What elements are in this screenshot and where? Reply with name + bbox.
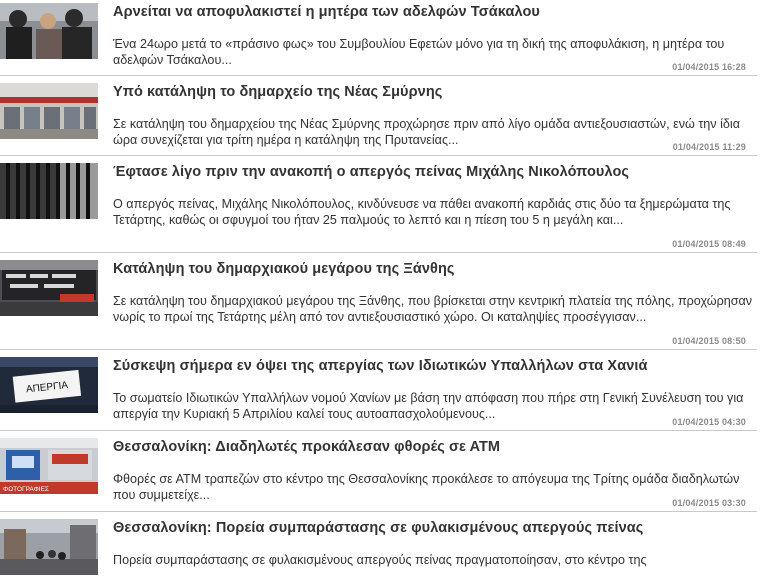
article-excerpt: Πορεία συμπαράστασης σε φυλακισμένους απεργούς πείνας πραγματοποίησαν, στο κέντρο της bbox=[113, 553, 647, 567]
building-photo-icon bbox=[0, 83, 98, 139]
article-excerpt: Σε κατάληψη του δημαρχείου της Νέας Σμύρνης προχώρησε πριν από λίγο ομάδα αντιεξουσιαστών, ενώ την ίδια ώρα συνεχίζεται για τρίτη ημέρα η κατάληψη της Πρυτανείας... bbox=[113, 117, 740, 147]
article-title[interactable]: Θεσσαλονίκη: Πορεία συμπαράστασης σε φυλακισμένους απεργούς πείνας bbox=[113, 520, 644, 536]
article-excerpt: Το σωματείο Ιδιωτικών Υπαλλήλων νομού Χανίων με βάση την απόφαση που πήρε στη Γενική Συνέλευση του για απεργία την Κυριακή 5 Απριλίου καλεί τους αυτοαπασχολούμενους... bbox=[113, 391, 744, 421]
prison-bars-icon bbox=[0, 163, 98, 219]
list-item[interactable] bbox=[0, 80, 757, 156]
article-title[interactable]: Υπό κατάληψη το δημαρχείο της Νέας Σμύρνης bbox=[113, 84, 443, 100]
article-date: 01/04/2015 03:30 bbox=[672, 498, 746, 508]
article-excerpt: Ο απεργός πείνας, Μιχάλης Νικολόπουλος, κινδύνευσε να πάθει ανακοπή καρδιάς στις δύο τα ξημερώματα της Τετάρτης, καθώς οι σφυγμοί του ήταν 25 παλμούς το λεπτό και η πίεση του 5 η μεγάλη και... bbox=[113, 197, 731, 227]
article-title[interactable]: Αρνείται να αποφυλακιστεί η μητέρα των αδελφών Τσάκαλου bbox=[113, 4, 540, 20]
list-item[interactable] bbox=[0, 435, 757, 512]
list-item[interactable] bbox=[0, 354, 757, 431]
list-item[interactable] bbox=[0, 160, 757, 253]
article-thumbnail[interactable] bbox=[0, 260, 98, 316]
atm-photo-icon bbox=[0, 438, 98, 494]
article-date: 01/04/2015 11:29 bbox=[672, 142, 746, 152]
article-thumbnail[interactable] bbox=[0, 519, 98, 575]
article-title[interactable]: Κατάληψη του δημαρχιακού μεγάρου της Ξάνθης bbox=[113, 261, 455, 277]
list-item[interactable] bbox=[0, 257, 757, 350]
article-date: 01/04/2015 08:50 bbox=[672, 336, 746, 346]
strike-sign-icon bbox=[0, 357, 98, 413]
street-march-icon bbox=[0, 519, 98, 575]
svg-text:ΑΠΕΡΓΙΑ: ΑΠΕΡΓΙΑ bbox=[25, 380, 69, 396]
article-date: 01/04/2015 16:28 bbox=[672, 62, 746, 72]
article-excerpt: Σε κατάληψη του δημαρχιακού μεγάρου της Ξάνθης, που βρίσκεται στην κεντρική πλατεία της πόλης, προχώρησαν νωρίς το πρωί της Τετάρτης μέλη από τον αντιεξουσιαστικό χώρο. Οι καταληψίες προσέγγισαν... bbox=[113, 294, 753, 324]
people-photo-icon bbox=[0, 3, 98, 59]
protest-banner-icon bbox=[0, 260, 98, 316]
list-item[interactable] bbox=[0, 516, 757, 576]
article-excerpt: Φθορές σε ΑΤΜ τραπεζών στο κέντρο της Θεσσαλονίκης προκάλεσε το απόγευμα της Τρίτης ομάδα διαδηλωτών που συμμετείχε... bbox=[113, 472, 740, 502]
list-item[interactable] bbox=[0, 0, 757, 76]
article-thumbnail[interactable] bbox=[0, 357, 98, 413]
article-excerpt: Ένα 24ωρο μετά το «πράσινο φως» του Συμβουλίου Εφετών μόνο για τη δική της αποφυλάκιση, η μητέρα του αδελφών Τσάκαλου... bbox=[113, 37, 725, 67]
article-date: 01/04/2015 04:30 bbox=[672, 417, 746, 427]
article-thumbnail[interactable] bbox=[0, 438, 98, 494]
article-thumbnail[interactable] bbox=[0, 83, 98, 139]
article-title[interactable]: Θεσσαλονίκη: Διαδηλωτές προκάλεσαν φθορές σε ΑΤΜ bbox=[113, 439, 501, 455]
article-date: 01/04/2015 08:49 bbox=[672, 239, 746, 249]
article-thumbnail[interactable] bbox=[0, 163, 98, 219]
svg-text:ΦΩΤΟΓΡΑΦΙΕΣ: ΦΩΤΟΓΡΑΦΙΕΣ bbox=[3, 486, 49, 493]
article-title[interactable]: Σύσκεψη σήμερα εν όψει της απεργίας των Ιδιωτικών Υπαλλήλων στα Χανιά bbox=[113, 358, 648, 374]
article-thumbnail[interactable] bbox=[0, 3, 98, 59]
article-title[interactable]: Έφτασε λίγο πριν την ανακοπή ο απεργός πείνας Μιχάλης Νικολόπουλος bbox=[113, 164, 630, 180]
